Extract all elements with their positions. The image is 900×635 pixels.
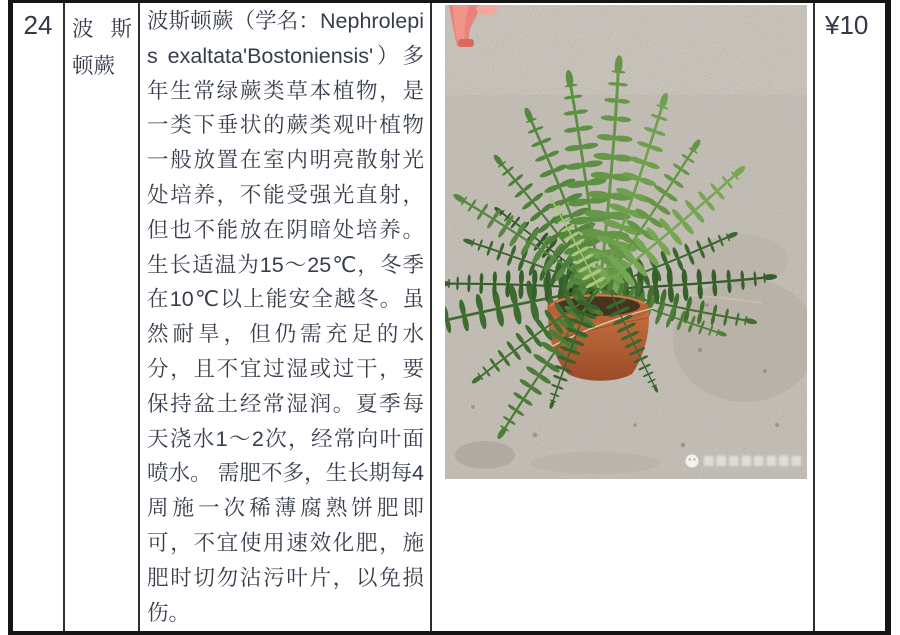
plant-name-line2: 顿蕨 [72, 54, 116, 78]
price-value: ¥10 [825, 10, 869, 40]
concrete-floor [445, 5, 807, 479]
row-number: 24 [23, 10, 53, 40]
photo-cell [430, 3, 813, 631]
plant-description: 波斯顿蕨（学名：Nephrolepis exaltata'Bostoniensis'）多年生常绿蕨类草本植物，是一类下垂状的蕨类观叶植物一般放置在室内明亮散射光处培养，不能受强光直射，但也不能放在阴暗处培养。生长适温为15～25℃，冬季在10℃以上能安全越冬。虽然耐旱，但仍需充足的水分，且不宜过湿或过干，要保持盆土经常湿润。夏季每天浇水1～2次，经常向叶面喷水。 需肥不多，生长期每4周施一次稀薄腐熟饼肥即可，不宜使用速效化肥，施肥时切勿沾污叶片，以免损伤。 [147, 9, 424, 625]
description-cell [138, 3, 430, 631]
plant-name-char: 波 [72, 17, 94, 41]
plant-name-cell [63, 3, 138, 631]
fern-photo-illustration [445, 5, 807, 479]
plant-name-line1 [72, 11, 132, 48]
table-row [8, 0, 891, 635]
fern-photo [445, 5, 807, 479]
plant-name-char: 斯 [110, 17, 132, 41]
wechat-logo-icon [686, 455, 699, 468]
row-number-cell [13, 3, 63, 631]
price-cell [813, 3, 885, 631]
